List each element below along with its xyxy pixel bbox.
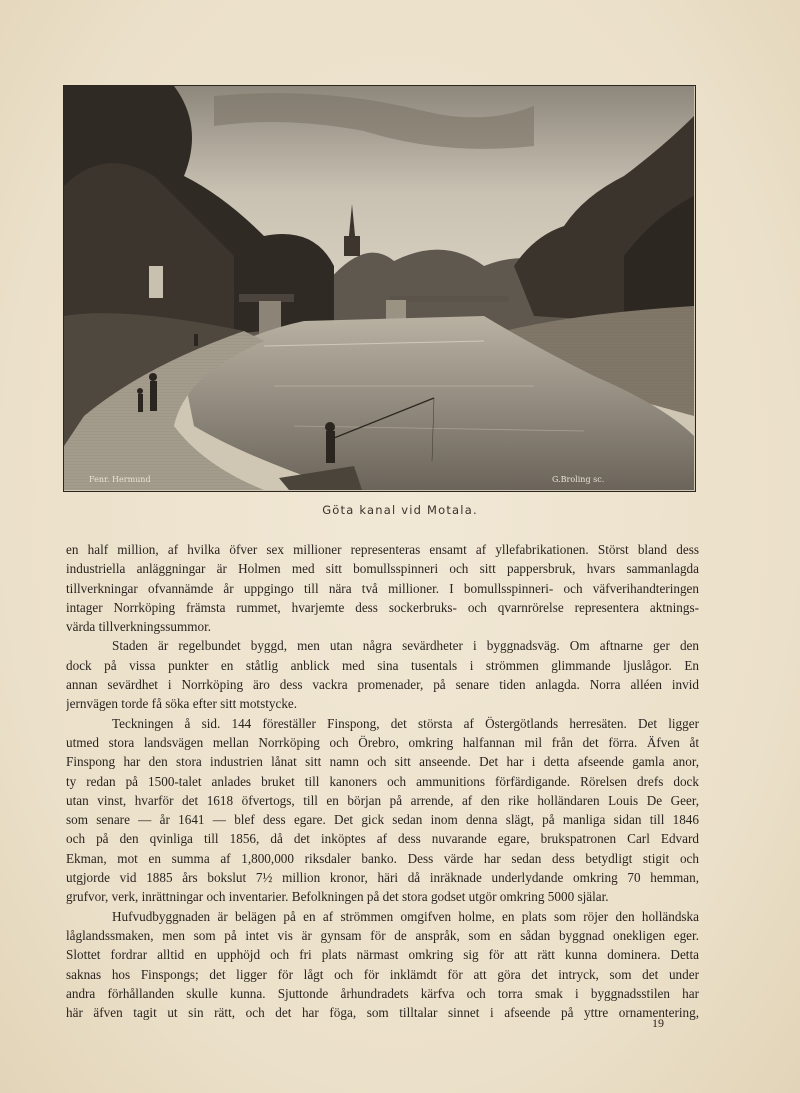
text-line: Finspong har den stora industrien lånat sitt namn och sitt anseende. Det har i detta afseende gamla anor,	[66, 754, 699, 770]
engraving-illustration	[63, 85, 696, 492]
text-line: en half million, af hvilka öfver sex millioner representeras ensamt af yllefabrikationen. Störst bland dess	[66, 542, 699, 557]
paragraph-4	[66, 907, 699, 1023]
page-number: 19	[652, 1016, 664, 1030]
text-line: jernvägen torde få söka efter sitt motstycke.	[66, 696, 298, 712]
text-line: saknas hos Finspongs; det ligger för lågt och för inklämdt för att göra det intryck, som det under	[66, 966, 699, 982]
text-line: Teckningen å sid. 144 föreställer Finspong, det största af Östergötlands herresäten. Det ligger	[112, 715, 699, 731]
paragraph-1	[66, 540, 699, 636]
text-line: låglandssmaken, men som på intet vis är gynsam för de anspråk, som en sådan byggnad onekligen eger.	[66, 927, 699, 943]
text-line: och på den qvinliga till 1856, då det inköptes af dess nuvarande egare, brukspatronen Carl Edvard	[66, 831, 699, 847]
text-line: andra förhållanden skulle kunna. Sjuttonde århundradets kärfva och torra smak i byggnadsstilen har	[66, 985, 699, 1001]
paragraph-3	[66, 714, 699, 907]
text-line: utgjorde vid 1885 års bokslut 7½ million kronor, häri då inräknade underlydande omkring 70 hemman,	[66, 870, 699, 886]
signature-right: G.Broling sc.	[552, 475, 605, 484]
text-line: utan vinst, hvarför det 1618 öfvertogs, till en början på arrende, af den rike holländaren Louis De Geer,	[66, 792, 699, 808]
paragraph-2	[66, 636, 699, 713]
text-line: Slottet fordrar alltid en upphöjd och fri plats närmast omkring sig för att rätt kunna dominera. Detta	[66, 947, 699, 963]
signature-left: Fenr. Hermund	[89, 475, 151, 484]
text-line: Hufvudbyggnaden är belägen på en af strömmen omgifven holme, en plats som röjer den holländska	[112, 908, 699, 924]
text-line: ty redan på 1500-talet anlades bruket till kanoners och ammunitions förfärdigande. Rörelsen drefs dock	[66, 773, 699, 789]
text-line: tillverkningar ofvannämde år uppgingo till nära två millioner. I bomullsspinneri- och väfverihandteringen	[66, 580, 699, 596]
text-line: som senare — år 1641 — blef dess egare. Det gick sedan inom denna slägt, på manliga sidan till 1846	[66, 812, 699, 828]
text-line: annan sevärdhet i Norrköping äro dess vackra promenader, på senare tiden anlagda. Norra alléen invid	[66, 677, 699, 693]
illustration-caption: Göta kanal vid Motala.	[322, 503, 478, 517]
text-line: grufvor, verk, inrättningar och inventarier. Befolkningen på det stora godset utgör omkring 5000 själar.	[66, 889, 609, 905]
text-line: utmed stora landsvägen mellan Norrköping och Örebro, omkring halfannan mil från det förra. Äfven åt	[66, 734, 699, 750]
text-line: Ekman, mot en summa af 1,800,000 riksdaler banko. Dess värde har sedan dess betydligt stigit och	[66, 850, 699, 866]
text-line: industriella anläggningar är Holmen med sitt bomullsspinneri och sitt pappersbruk, hvars sammanlagda	[66, 561, 699, 577]
text-line: dock på vissa punkter en ståtlig anblick med sina tusentals i strömmen glimmande ljuslågor. En	[66, 657, 699, 673]
text-line: värda tillverkningssummor.	[66, 619, 212, 635]
text-line: intager Norrköping främsta rummet, hvarjemte dess sockerbruks- och qvarnrörelse representera aktnings-	[66, 599, 699, 615]
text-line: här äfven tagit ut sin rätt, och det har föga, som tilltalar sinnet i afseende på yttre ornamentering,	[66, 1005, 699, 1021]
body-text	[66, 540, 699, 1022]
text-line: Staden är regelbundet byggd, men utan några sevärdheter i byggnadsväg. Om aftnarne ger den	[112, 638, 699, 654]
canal-landscape-icon	[64, 86, 694, 490]
